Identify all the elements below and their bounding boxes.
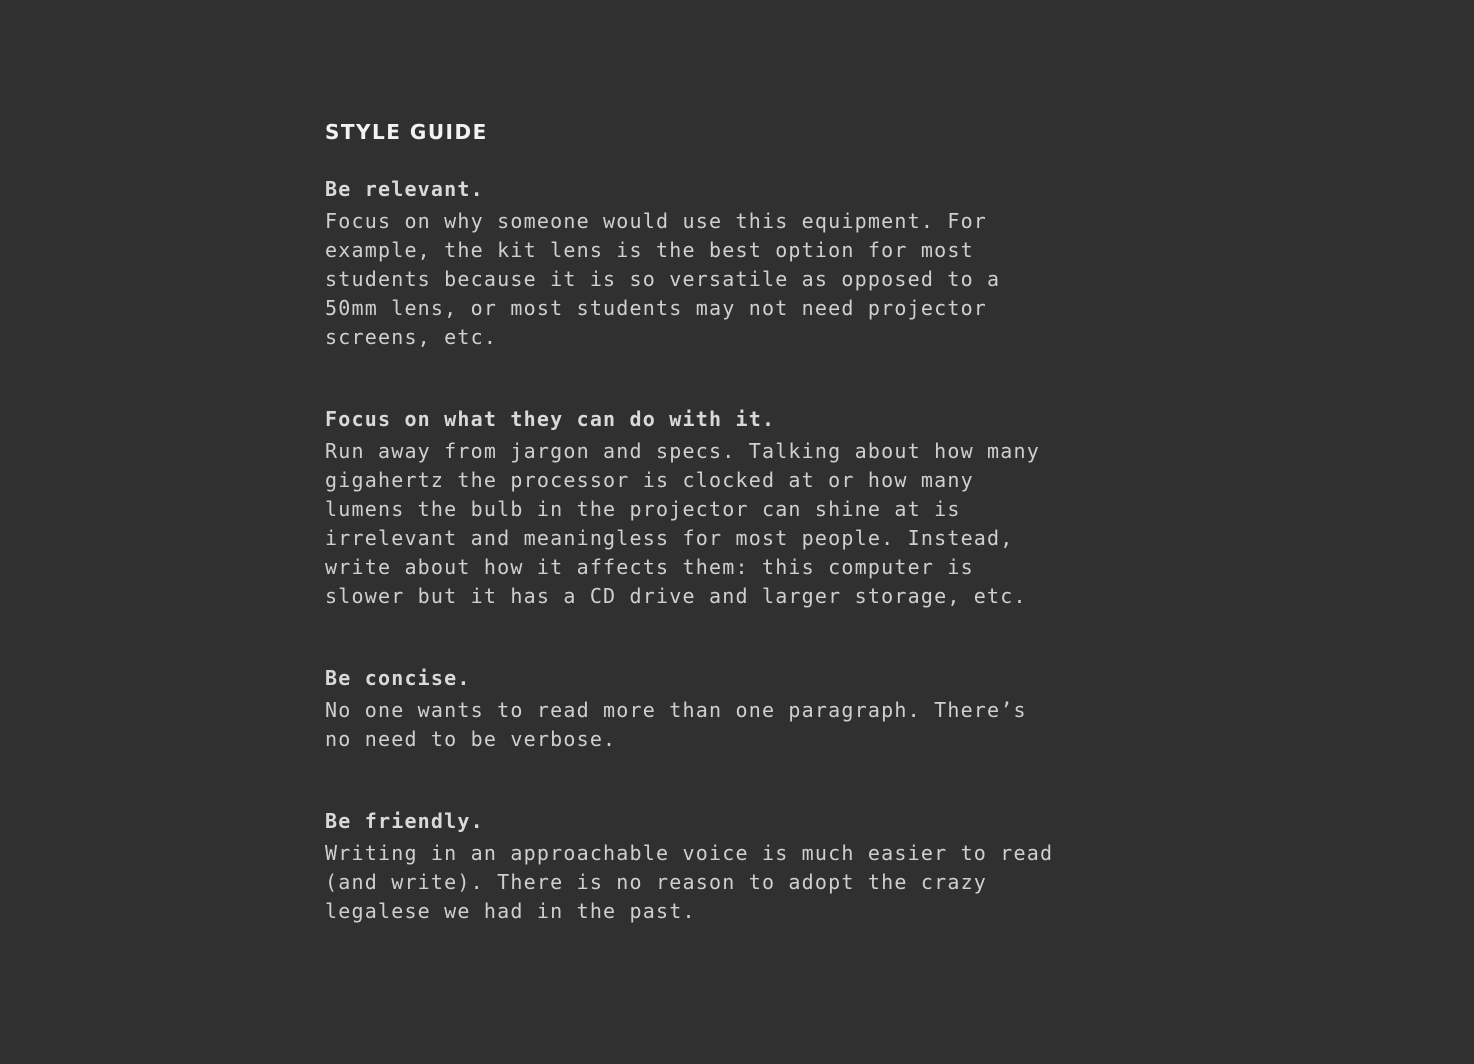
section-body: Run away from jargon and specs. Talking about how many gigahertz the processor is clocked at or how many lumens the bulb in the projector can shine at is irrelevant and meaningless for most people. Instead, write about how it affects them: this computer is slower but it has a CD drive and larger storage, etc. (325, 439, 1041, 608)
section-body: Focus on why someone would use this equipment. For example, the kit lens is the best option for most students because it is so versatile as opposed to a 50mm lens, or most students may not need projector screens, etc. (325, 209, 1001, 349)
section-body: No one wants to read more than one paragraph. There’s no need to be verbose. (325, 698, 1027, 751)
section-heading: Be friendly. (325, 809, 484, 833)
section-heading: Be concise. (325, 666, 471, 690)
section-heading: Be relevant. (325, 177, 484, 201)
section-be-friendly (325, 807, 1225, 926)
section-heading: Focus on what they can do with it. (325, 407, 776, 431)
section-focus-on-use (325, 405, 1225, 611)
page-title: STYLE GUIDE (325, 120, 488, 144)
style-guide-document (325, 118, 1225, 926)
section-be-concise (325, 664, 1225, 754)
section-be-relevant (325, 175, 1225, 352)
section-body: Writing in an approachable voice is much easier to read (and write). There is no reason to adopt the crazy legalese we had in the past. (325, 841, 1054, 923)
